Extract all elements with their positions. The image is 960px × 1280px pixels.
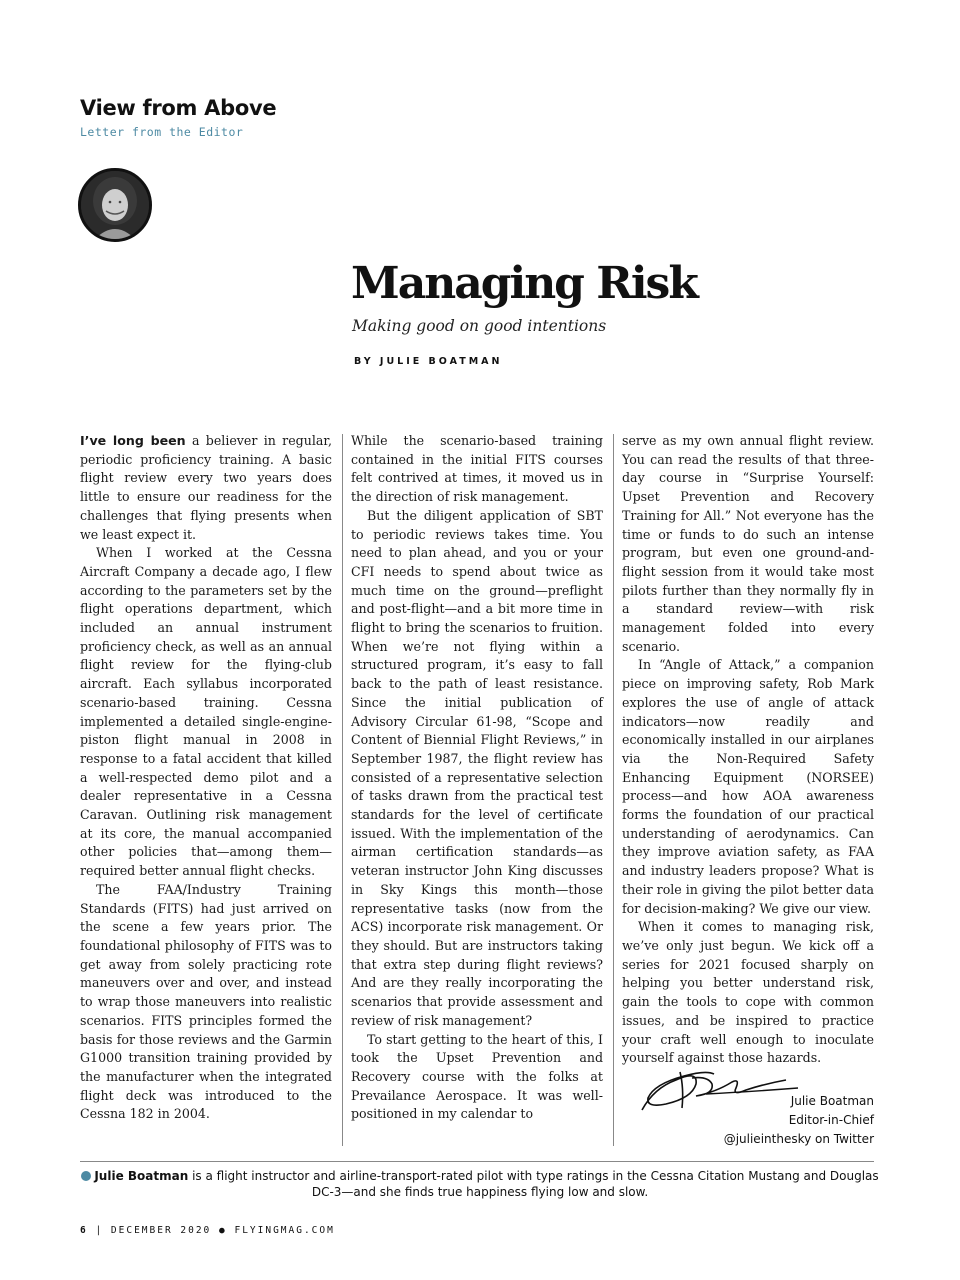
column-divider — [613, 434, 614, 1146]
editor-portrait — [78, 168, 152, 242]
column-1 — [80, 432, 332, 1124]
signature-text — [724, 1092, 874, 1149]
paragraph: serve as my own annual flight review. You can read the results of that three-day course in “Surprise Yourself: Upset Prevention and Recovery Training for All.” Not everyone has the time or funds to do such an intense program, but even one ground-and-flight session from it would take most pilots further than they normally fly in a standard review—with risk management folded into every scenario. — [622, 433, 874, 654]
footer-site: FLYINGMAG.COM — [234, 1225, 335, 1236]
column-3 — [622, 432, 874, 1068]
bullet-dot-icon — [81, 1171, 91, 1181]
article-dek: Making good on good intentions — [352, 317, 607, 335]
paragraph: When it comes to managing risk, we’ve only just begun. We kick off a series for 2021 focused sharply on helping you better understand risk, gain the tools to cope with common issues, and be inspired to practice your craft well enough to inoculate yourself against those hazards. — [622, 919, 874, 1066]
bio-name: Julie Boatman — [94, 1169, 189, 1183]
author-bio — [80, 1169, 880, 1200]
paragraph: When I worked at the Cessna Aircraft Company a decade ago, I flew according to the parameters set by the flight operations department, which included an annual instrument proficiency check, as well as an annual flight review for the flying-club aircraft. Each syllabus incorporated scenario-based training. Cessna implemented a detailed single-engine-piston flight manual in 2008 in response to a fatal accident that killed a well-respected demo pilot and a dealer representative in a Cessna Caravan. Outlining risk management at its core, the manual accompanied other policies that—among them—required better annual flight checks. — [80, 545, 332, 879]
lead-in: I’ve long been — [80, 433, 186, 448]
footer-separator: | — [95, 1225, 111, 1236]
signature-block — [630, 1058, 874, 1150]
bullet-icon: ● — [219, 1225, 235, 1236]
footer-issue: DECEMBER 2020 — [110, 1225, 212, 1236]
paragraph: But the diligent application of SBT to periodic reviews takes time. You need to plan ahead, and you or your CFI needs to spend about twice as much time on the ground—preflight and post-flight—and a bit more time in flight to bring the scenarios to fruition. When we’re not flying within a structured program, it’s easy to fall back to the path of least resistance. Since the initial publication of Advisory Circular 61-98, “Scope and Content of Biennial Flight Reviews,” in September 1987, the flight review has consisted of a representative selection of tasks drawn from the practical test standards for the level of certificate issued. With the implementation of the airman certification standards—as veteran instructor John King discusses in Sky Kings this month—those representative tasks (now from the ACS) incorporate risk management. Or they should. But are instructors taking that extra step during flight reviews? And are they really incorporating the scenarios that provide assessment and review of risk management? — [351, 507, 603, 1028]
paragraph: To start getting to the heart of this, I took the Upset Prevention and Recovery course with the folks at Prevailance Aerospace. It was well-positioned in my calendar to — [351, 1031, 603, 1122]
signature-name: Julie Boatman — [790, 1094, 874, 1108]
page-footer — [80, 1225, 335, 1236]
paragraph — [80, 432, 332, 544]
byline: BY JULIE BOATMAN — [354, 356, 503, 367]
paragraph: The FAA/Industry Training Standards (FITS) had just arrived on the scene a few years prior. The foundational philosophy of FITS was to get away from solely practicing rote maneuvers over and over, and instead to wrap those maneuvers into realistic scenarios. FITS principles formed the basis for those reviews and the Garmin G1000 transition training provided by the manufacturer when the integrated flight deck was introduced to the Cessna 182 in 2004. — [80, 881, 332, 1122]
signature-handle: @julieinthesky on Twitter — [723, 1132, 874, 1146]
paragraph-text: a believer in regular, periodic proficiency training. A basic flight review every two years does little to ensure our readiness for the challenges that flying presents when we least expect it. — [80, 433, 332, 542]
column-divider — [342, 434, 343, 1146]
portrait-illustration — [81, 171, 149, 239]
signature-role: Editor-in-Chief — [788, 1113, 874, 1127]
column-2 — [351, 432, 603, 1124]
section-title: View from Above — [80, 96, 277, 120]
paragraph: While the scenario-based training contained in the initial FITS courses felt contrived at times, it moved us in the direction of risk management. — [351, 433, 603, 505]
page-number: 6 — [80, 1225, 88, 1236]
bio-divider — [80, 1161, 874, 1162]
section-subtitle: Letter from the Editor — [80, 125, 244, 139]
paragraph: In “Angle of Attack,” a companion piece on improving safety, Rob Mark explores the use of angle of attack indicators—now readily and economically installed in our airplanes via the Non-Required Safety Enhancing Equipment (NORSEE) process—and how AOA awareness forms the foundation of our practical understanding of aerodynamics. Can they improve aviation safety, as FAA and industry leaders propose? What is their role in giving the pilot better data for decision-making? We give our view. — [622, 657, 874, 916]
article-title: Managing Risk — [351, 258, 697, 309]
bio-text: is a flight instructor and airline-transport-rated pilot with type ratings in the Cessna Citation Mustang and Douglas DC-3—and she finds true happiness flying low and slow. — [188, 1169, 879, 1199]
